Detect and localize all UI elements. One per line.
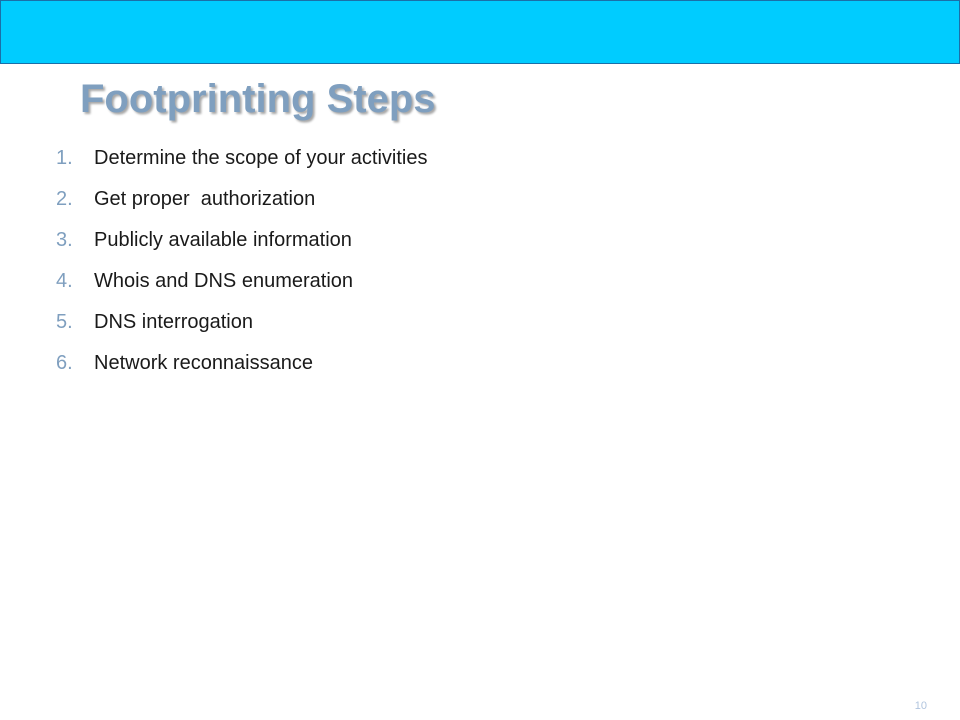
top-banner bbox=[0, 0, 960, 64]
step-number: 3. bbox=[56, 229, 73, 251]
page-number: 10 bbox=[914, 700, 927, 712]
step-text: Whois and DNS enumeration bbox=[94, 270, 354, 292]
step-number: 2. bbox=[56, 188, 73, 210]
step-number: 6. bbox=[56, 352, 73, 374]
steps-list bbox=[56, 138, 428, 384]
step-text: DNS interrogation bbox=[94, 311, 253, 333]
step-item bbox=[56, 138, 428, 179]
step-number: 5. bbox=[56, 311, 73, 333]
step-number: 1. bbox=[56, 147, 73, 169]
step-item bbox=[56, 343, 428, 384]
step-number: 4. bbox=[56, 270, 73, 292]
step-item bbox=[56, 302, 428, 343]
step-item bbox=[56, 261, 428, 302]
step-text: Network reconnaissance bbox=[94, 352, 313, 374]
step-text: Get proper authorization bbox=[94, 188, 316, 210]
step-item bbox=[56, 220, 428, 261]
step-text: Determine the scope of your activities bbox=[94, 147, 428, 169]
slide-title: Footprinting Steps bbox=[80, 77, 436, 121]
step-text: Publicly available information bbox=[94, 229, 352, 251]
step-item bbox=[56, 179, 428, 220]
